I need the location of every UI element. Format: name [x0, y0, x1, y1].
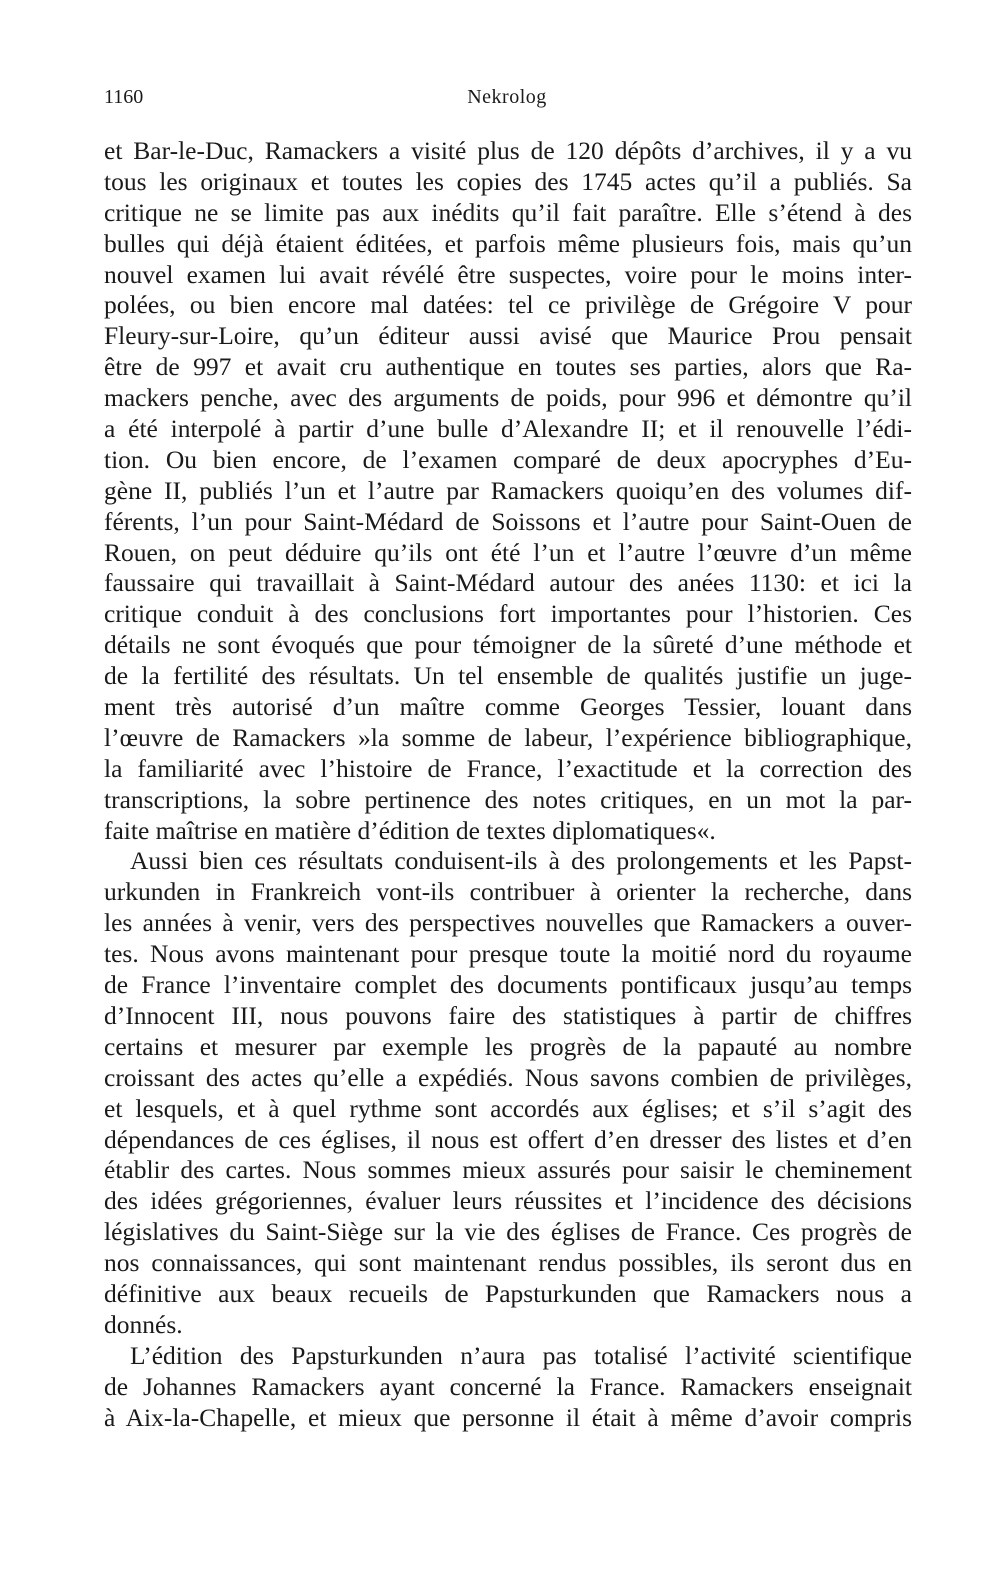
text-line: transcriptions, la sobre pertinence des notes critiques, en un mot la par-	[104, 784, 912, 814]
body-text	[104, 136, 912, 1433]
text-line: à Aix-la-Chapelle, et mieux que personne il était à même d’avoir compris	[104, 1402, 912, 1432]
text-line: tes. Nous avons maintenant pour presque toute la moitié nord du royaume	[104, 939, 912, 969]
paragraph	[104, 1341, 912, 1434]
text-line: croissant des actes qu’elle a expédiés. Nous savons combien de privilèges,	[104, 1062, 912, 1092]
text-line: certains et mesurer par exemple les progrès de la papauté au nombre	[104, 1031, 912, 1061]
text-line: établir des cartes. Nous sommes mieux assurés pour saisir le cheminement	[104, 1155, 912, 1185]
text-line: des idées grégoriennes, évaluer leurs réussites et l’incidence des décisions	[104, 1186, 912, 1216]
text-line: définitive aux beaux recueils de Papsturkunden que Ramackers nous a	[104, 1278, 912, 1308]
text-line: faite maîtrise en matière d’édition de textes diplomatiques«.	[104, 815, 716, 845]
text-line: d’Innocent III, nous pouvons faire des statistiques à partir de chiffres	[104, 1000, 912, 1030]
text-line: de Johannes Ramackers ayant concerné la France. Ramackers enseignait	[104, 1371, 912, 1401]
text-line: être de 997 et avait cru authentique en toutes ses parties, alors que Ra-	[104, 352, 912, 382]
page-header	[104, 86, 910, 116]
text-line: de France l’inventaire complet des documents pontificaux jusqu’au temps	[104, 970, 912, 1000]
text-line: urkunden in Frankreich vont-ils contribuer à orienter la recherche, dans	[104, 877, 912, 907]
text-line: critique ne se limite pas aux inédits qu’il fait paraître. Elle s’étend à des	[104, 197, 912, 227]
text-line: férents, l’un pour Saint-Médard de Soissons et l’autre pour Saint-Ouen de	[104, 506, 912, 536]
text-line: de la fertilité des résultats. Un tel ensemble de qualités justifie un juge-	[104, 661, 912, 691]
text-line: et Bar-le-Duc, Ramackers a visité plus de 120 dépôts d’archives, il y a vu	[104, 136, 912, 165]
running-title: Nekrolog	[467, 86, 547, 108]
text-line: Aussi bien ces résultats conduisent-ils à des prolongements et les Papst-	[130, 846, 912, 876]
text-line: nos connaissances, qui sont maintenant rendus possibles, ils seront dus en	[104, 1248, 912, 1278]
text-line: détails ne sont évoqués que pour témoigner de la sûreté d’une méthode et	[104, 630, 912, 660]
text-line: L’édition des Papsturkunden n’aura pas totalisé l’activité scientifique	[130, 1340, 912, 1370]
text-line: et lesquels, et à quel rythme sont accordés aux églises; et s’il s’agit des	[104, 1093, 912, 1123]
text-line: critique conduit à des conclusions fort importantes pour l’historien. Ces	[104, 599, 912, 629]
text-line: donnés.	[104, 1309, 183, 1339]
text-line: dépendances de ces églises, il nous est offert d’en dresser des listes et d’en	[104, 1124, 912, 1154]
text-line: tous les originaux et toutes les copies des 1745 actes qu’il a publiés. Sa	[104, 166, 912, 196]
text-line: Rouen, on peut déduire qu’ils ont été l’un et l’autre l’œuvre d’un même	[104, 537, 912, 567]
text-line: la familiarité avec l’histoire de France, l’exactitude et la correction des	[104, 753, 912, 783]
text-line: ment très autorisé d’un maître comme Georges Tessier, louant dans	[104, 692, 912, 722]
paragraph	[104, 136, 912, 846]
text-line: nouvel examen lui avait révélé être suspectes, voire pour le moins inter-	[104, 259, 912, 289]
text-line: Fleury-sur-Loire, qu’un éditeur aussi avisé que Maurice Prou pensait	[104, 321, 912, 351]
text-line: polées, ou bien encore mal datées: tel ce privilège de Grégoire V pour	[104, 290, 912, 320]
text-line: faussaire qui travaillait à Saint-Médard autour des anées 1130: et ici la	[104, 568, 912, 598]
text-line: gène II, publiés l’un et l’autre par Ramackers quoiqu’en des volumes dif-	[104, 475, 912, 505]
text-line: mackers penche, avec des arguments de poids, pour 996 et démontre qu’il	[104, 383, 912, 413]
text-line: a été interpolé à partir d’une bulle d’Alexandre II; et il renouvelle l’édi-	[104, 414, 912, 444]
paragraph	[104, 846, 912, 1340]
text-line: législatives du Saint-Siège sur la vie des églises de France. Ces progrès de	[104, 1217, 912, 1247]
text-line: tion. Ou bien encore, de l’examen comparé de deux apocryphes d’Eu-	[104, 444, 912, 474]
page-number: 1160	[104, 86, 144, 108]
text-line: l’œuvre de Ramackers »la somme de labeur, l’expérience bibliographique,	[104, 722, 912, 752]
text-line: les années à venir, vers des perspectives nouvelles que Ramackers a ouver-	[104, 908, 912, 938]
text-line: bulles qui déjà étaient éditées, et parfois même plusieurs fois, mais qu’un	[104, 228, 912, 258]
